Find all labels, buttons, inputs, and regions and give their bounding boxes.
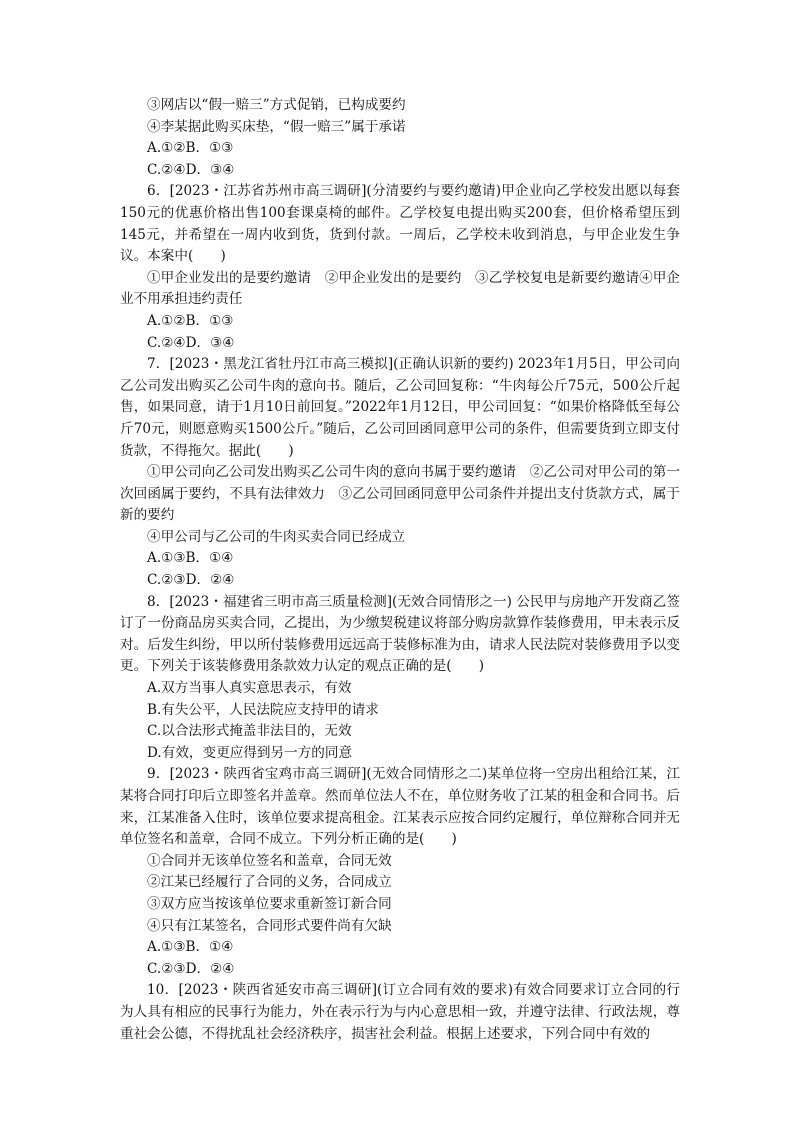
q9-statement-1: ①合同并无该单位签名和盖章，合同无效 <box>147 852 392 869</box>
q5-options-cd: C.②④D．③④ <box>147 161 235 178</box>
q7-stem: 7．[2023・黑龙江省牡丹江市高三模拟](正确认识新的要约) 2023年1月5日，甲公司向乙公司发出购买乙公司牛肉的意向书。随后，乙公司回复称：“牛肉每公斤75元，500公斤起售，如果同意，请于1月10日前回复。”2022年1月12日，甲公司回复：“如果价格降低至每公斤70元，则愿意购买1500公斤。”随后，乙公司回函同意甲公司的条件，但需要货到立即支付货款，不得拖欠。据此( ) <box>120 356 680 459</box>
q8-option-d: D.有效，变更应得到另一方的同意 <box>147 744 353 761</box>
q5-options-ab: A.①②B．①③ <box>147 140 234 157</box>
q7-options-cd: C.②③D．②④ <box>147 572 235 589</box>
q8-option-c: C.以合法形式掩盖非法目的，无效 <box>147 723 352 740</box>
q9-options-cd: C.②③D．②④ <box>147 960 235 977</box>
q10-stem: 10．[2023・陕西省延安市高三调研](订立合同有效的要求)有效合同要求订立合同的行为人具有相应的民事行为能力，外在表示行为与内心意思相一致，并遵守法律、行政法规，尊重社会公德，不得扰乱社会经济秩序，损害社会利益。根据上述要求，下列合同中有效的 <box>120 982 680 1042</box>
q6-statements: ①甲企业发出的是要约邀请 ②甲企业发出的是要约 ③乙学校复电是新要约邀请④甲企业不用承担违约责任 <box>120 269 680 308</box>
q5-statement-4: ④李某据此购买床垫，“假一赔三”属于承诺 <box>147 118 406 135</box>
q7-statement-4: ④甲公司与乙公司的牛肉买卖合同已经成立 <box>147 528 406 545</box>
q7-options-ab: A.①③B．①④ <box>147 550 234 567</box>
q8-option-a: A.双方当事人真实意思表示，有效 <box>147 680 352 697</box>
q9-statement-3: ③双方应当按该单位要求重新签订新合同 <box>147 895 392 912</box>
q6-options-cd: C.②④D．③④ <box>147 334 235 351</box>
q8-option-b: B.有失公平，人民法院应支持甲的请求 <box>147 701 379 718</box>
q9-statement-4: ④只有江某签名，合同形式要件尚有欠缺 <box>147 917 392 934</box>
q8-stem: 8．[2023・福建省三明市高三质量检测](无效合同情形之一) 公民甲与房地产开发商乙签订了一份商品房买卖合同，乙提出，为少缴契税建议将部分购房款算作装修费用，甲未表示反对。后发生纠纷，甲以所付装修费用远远高于装修标准为由，请求人民法院对装修费用予以变更。下列关于该装修费用条款效力认定的观点正确的是( ) <box>120 593 680 675</box>
q6-stem: 6．[2023・江苏省苏州市高三调研](分清要约与要约邀请)甲企业向乙学校发出愿以每套150元的优惠价格出售100套课桌椅的邮件。乙学校复电提出购买200套，但价格希望压到145元，并希望在一周内收到货，货到付款。一周后，乙学校未收到消息，与甲企业发生争议。本案中( ) <box>120 183 680 265</box>
q5-statement-3: ③网店以“假一赔三”方式促销，已构成要约 <box>147 97 406 113</box>
document-page <box>120 95 680 1045</box>
q7-statements: ①甲公司向乙公司发出购买乙公司牛肉的意向书属于要约邀请 ②乙公司对甲公司的第一次回函属于要约，不具有法律效力 ③乙公司回函同意甲公司条件并提出支付货款方式，属于新的要约 <box>120 464 680 524</box>
q9-options-ab: A.①③B．①④ <box>147 939 234 956</box>
q6-options-ab: A.①②B．①③ <box>147 312 234 329</box>
q9-statement-2: ②江某已经履行了合同的义务，合同成立 <box>147 874 392 891</box>
q9-stem: 9．[2023・陕西省宝鸡市高三调研](无效合同情形之二)某单位将一空房出租给江某，江某将合同打印后立即签名并盖章。然而单位法人不在，单位财务收了江某的租金和合同书。后来，江某准备入住时，该单位要求提高租金。江某表示应按合同约定履行，单位辩称合同并无单位签名和盖章，合同不成立。下列分析正确的是( ) <box>120 766 680 848</box>
